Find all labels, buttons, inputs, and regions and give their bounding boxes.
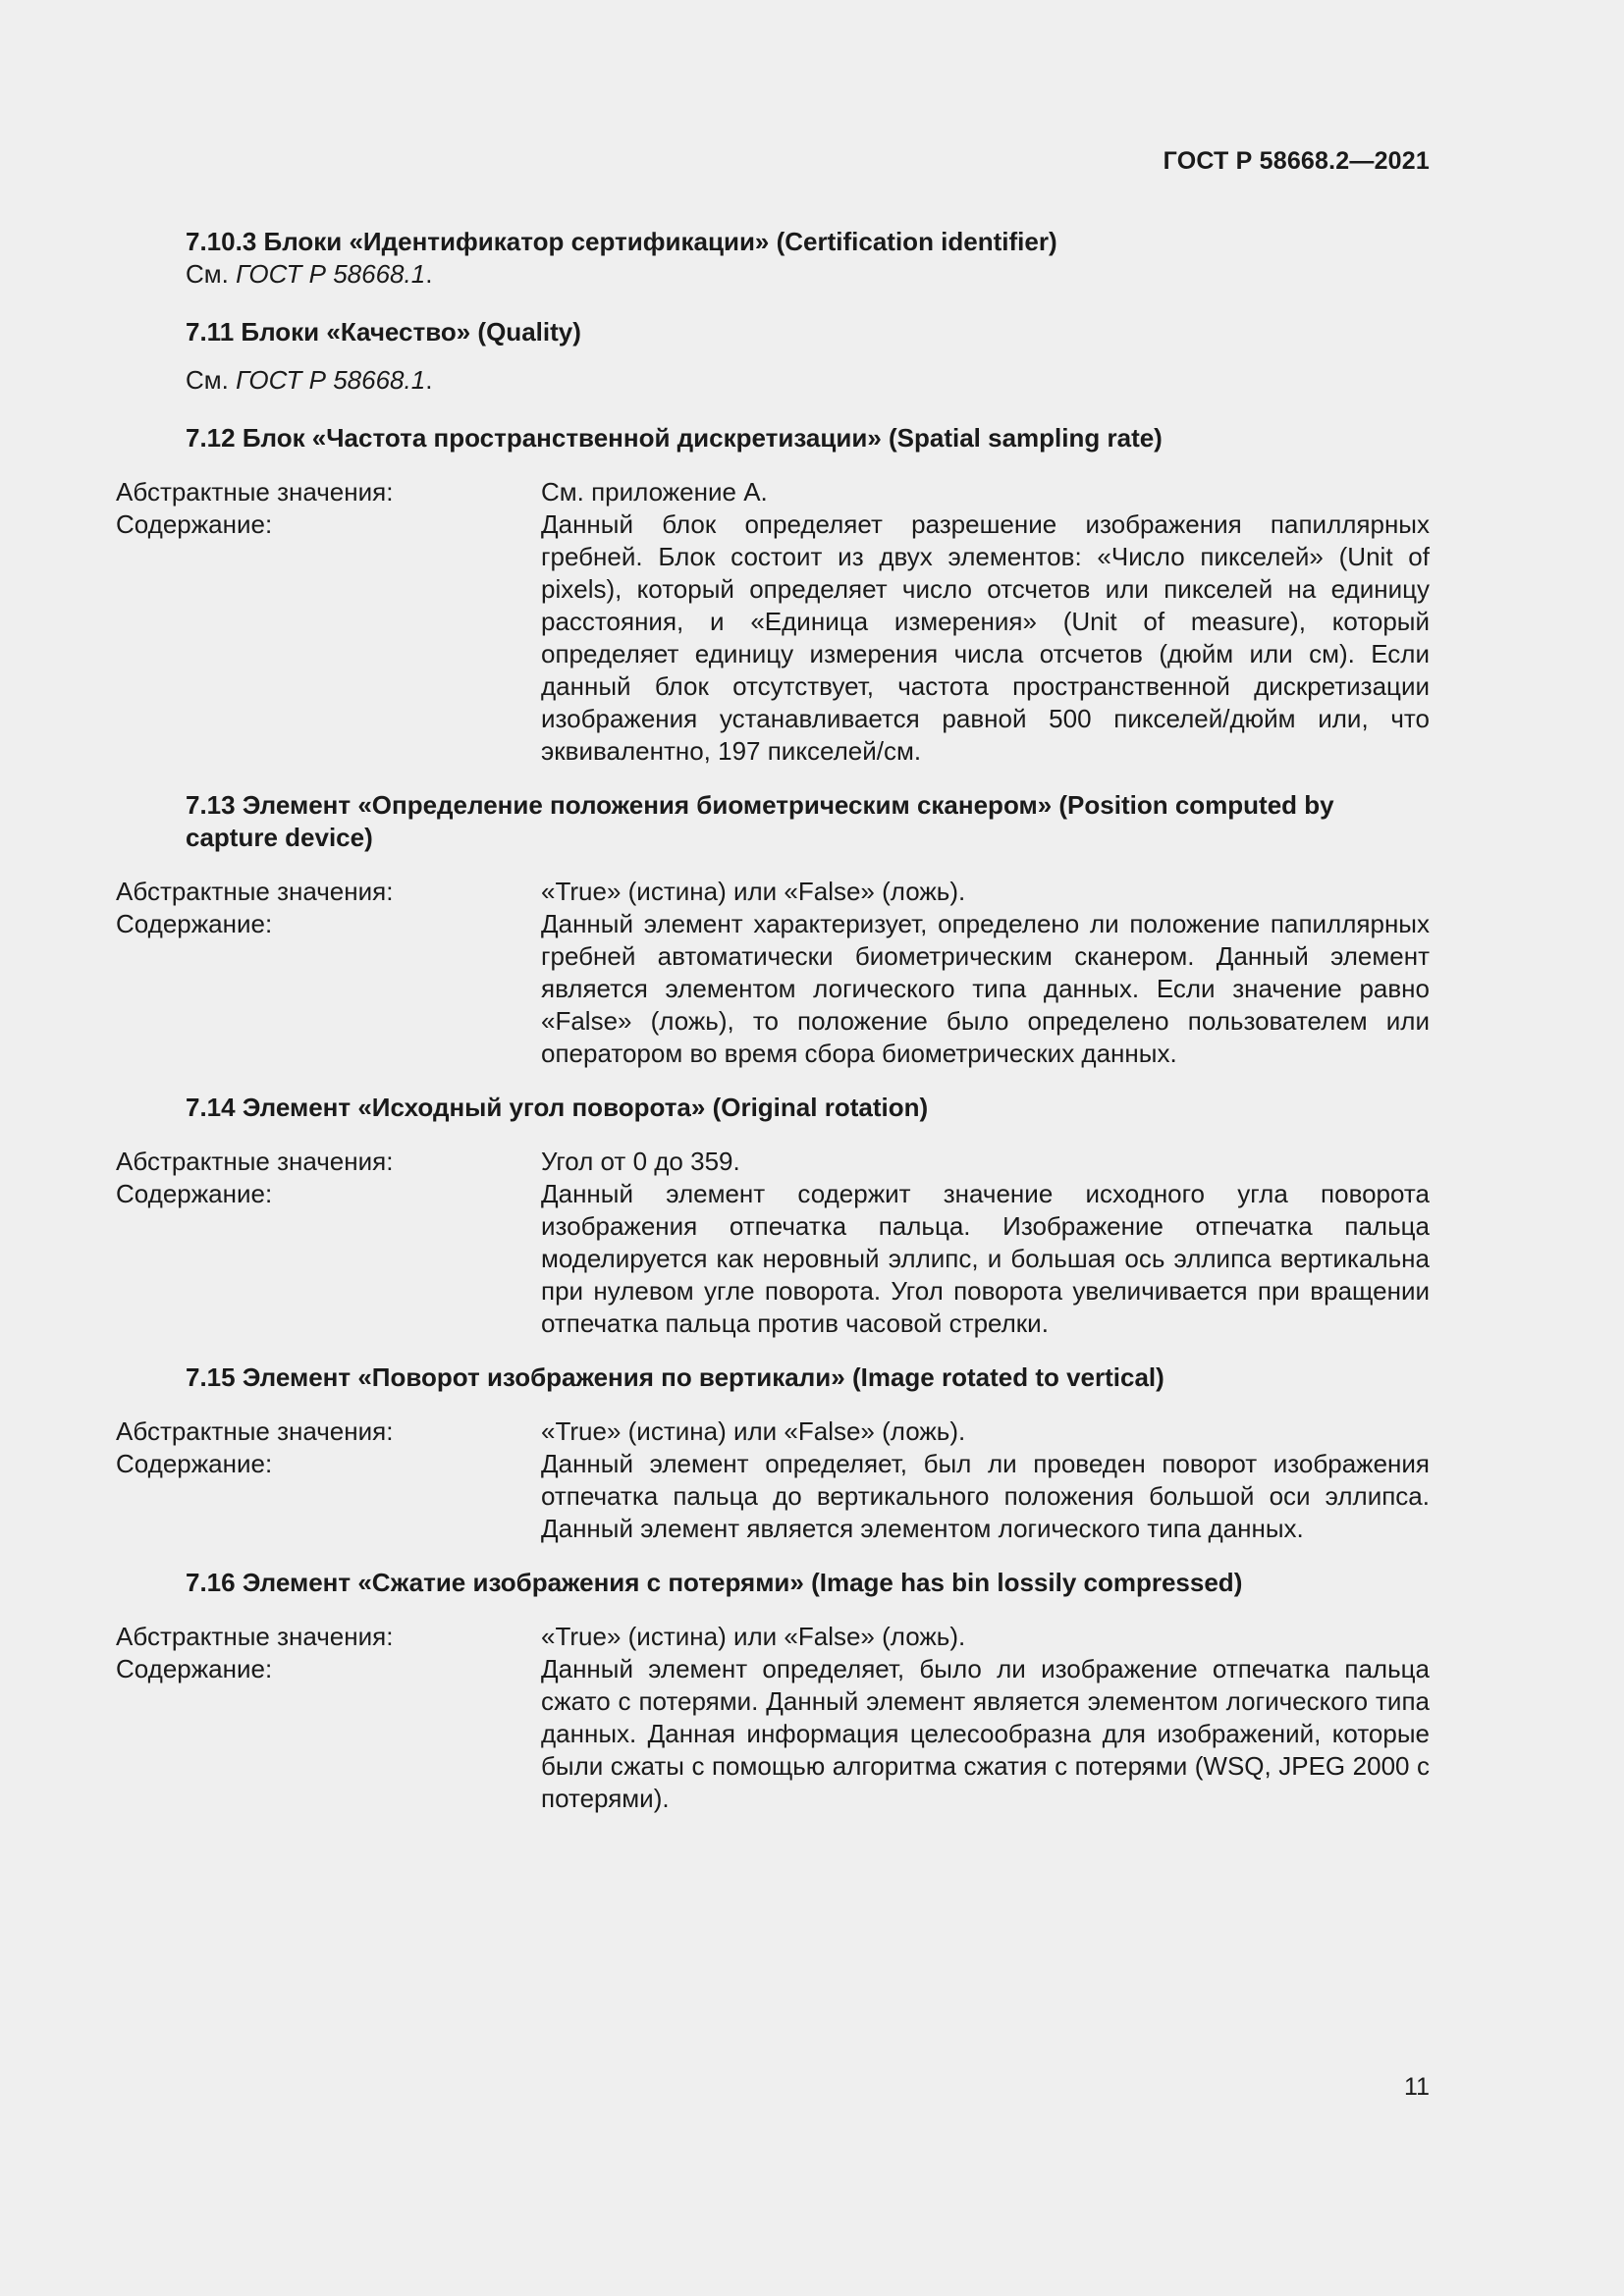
section-heading-7-10-3: 7.10.3 Блоки «Идентификатор сертификации» (Certification identifier) bbox=[186, 227, 1057, 256]
abstract-values-value: «True» (истина) или «False» (ложь). bbox=[541, 877, 966, 906]
see-suffix: . bbox=[425, 259, 433, 289]
standard-reference: ГОСТ Р 58668.1 bbox=[236, 259, 426, 289]
abstract-values-value: «True» (истина) или «False» (ложь). bbox=[541, 1416, 966, 1446]
page-number: 11 bbox=[1404, 2073, 1430, 2101]
content-label: Содержание: bbox=[116, 509, 273, 539]
abstract-values-label: Абстрактные значения: bbox=[116, 1622, 394, 1651]
abstract-values-label: Абстрактные значения: bbox=[116, 1147, 394, 1176]
content-row-7-16 bbox=[116, 1653, 1430, 1815]
content-value: Данный блок определяет разрешение изображения папиллярных гребней. Блок состоит из двух элементов: «Число пикселей» (Unit of pixels), который определяет число отсчетов или пикселей на единицу расстояния, и «Единица измерения» (Unit of measure), который определяет единицу измерения числа отсчетов (дюйм или см). Если данный блок отсутствует, частота пространственной дискретизации изображения устанавливается равной 500 пикселей/дюйм или, что эквивалентно, 197 пикселей/см. bbox=[541, 509, 1430, 766]
abstract-values-value: «True» (истина) или «False» (ложь). bbox=[541, 1622, 966, 1651]
content-row-7-12 bbox=[116, 508, 1430, 768]
document-body bbox=[116, 226, 1430, 1815]
abstract-values-label: Абстрактные значения: bbox=[116, 877, 394, 906]
section-heading-7-15: 7.15 Элемент «Поворот изображения по вертикали» (Image rotated to vertical) bbox=[186, 1362, 1164, 1392]
section-heading-7-11: 7.11 Блоки «Качество» (Quality) bbox=[186, 317, 581, 347]
content-label: Содержание: bbox=[116, 909, 273, 938]
content-row-7-15 bbox=[116, 1448, 1430, 1545]
content-label: Содержание: bbox=[116, 1654, 273, 1683]
abstract-values-value: Угол от 0 до 359. bbox=[541, 1147, 740, 1176]
abstract-values-row-7-12 bbox=[116, 476, 1430, 508]
see-prefix: См. bbox=[186, 365, 237, 395]
content-label: Содержание: bbox=[116, 1449, 273, 1478]
standard-reference: ГОСТ Р 58668.1 bbox=[236, 365, 426, 395]
content-row-7-14 bbox=[116, 1178, 1430, 1340]
content-row-7-13 bbox=[116, 908, 1430, 1070]
section-heading-7-16: 7.16 Элемент «Сжатие изображения с потерями» (Image has bin lossily compressed) bbox=[186, 1568, 1243, 1597]
content-value: Данный элемент определяет, было ли изображение отпечатка пальца сжато с потерями. Данный элемент является элементом логического типа данных. Данная информация целесообразна для изображений, которые были сжаты с помощью алгоритма сжатия с потерями (WSQ, JPEG 2000 с потерями). bbox=[541, 1654, 1430, 1813]
section-heading-7-13: 7.13 Элемент «Определение положения биометрическим сканером» (Position computed by capture device) bbox=[186, 790, 1334, 852]
see-reference-7-10-3 bbox=[186, 258, 1430, 291]
abstract-values-row-7-13 bbox=[116, 876, 1430, 908]
document-id-header: ГОСТ Р 58668.2—2021 bbox=[1163, 147, 1430, 175]
section-heading-7-12: 7.12 Блок «Частота пространственной дискретизации» (Spatial sampling rate) bbox=[186, 423, 1163, 453]
section-heading-7-14: 7.14 Элемент «Исходный угол поворота» (Original rotation) bbox=[186, 1093, 929, 1122]
abstract-values-label: Абстрактные значения: bbox=[116, 477, 394, 507]
abstract-values-label: Абстрактные значения: bbox=[116, 1416, 394, 1446]
see-prefix: См. bbox=[186, 259, 237, 289]
abstract-values-value: См. приложение А. bbox=[541, 477, 768, 507]
abstract-values-row-7-15 bbox=[116, 1415, 1430, 1448]
content-value: Данный элемент характеризует, определено ли положение папиллярных гребней автоматически биометрическим сканером. Данный элемент является элементом логического типа данных. Если значение равно «False» (ложь), то положение было определено пользователем или оператором во время сбора биометрических данных. bbox=[541, 909, 1430, 1068]
abstract-values-row-7-16 bbox=[116, 1621, 1430, 1653]
abstract-values-row-7-14 bbox=[116, 1146, 1430, 1178]
see-reference-7-11 bbox=[186, 364, 1430, 397]
content-label: Содержание: bbox=[116, 1179, 273, 1208]
content-value: Данный элемент определяет, был ли проведен поворот изображения отпечатка пальца до вертикального положения большой оси эллипса. Данный элемент является элементом логического типа данных. bbox=[541, 1449, 1430, 1543]
see-suffix: . bbox=[425, 365, 433, 395]
content-value: Данный элемент содержит значение исходного угла поворота изображения отпечатка пальца. Изображение отпечатка пальца моделируется как неровный эллипс, и большая ось эллипса вертикальна при нулевом угле поворота. Угол поворота увеличивается при вращении отпечатка пальца против часовой стрелки. bbox=[541, 1179, 1430, 1338]
